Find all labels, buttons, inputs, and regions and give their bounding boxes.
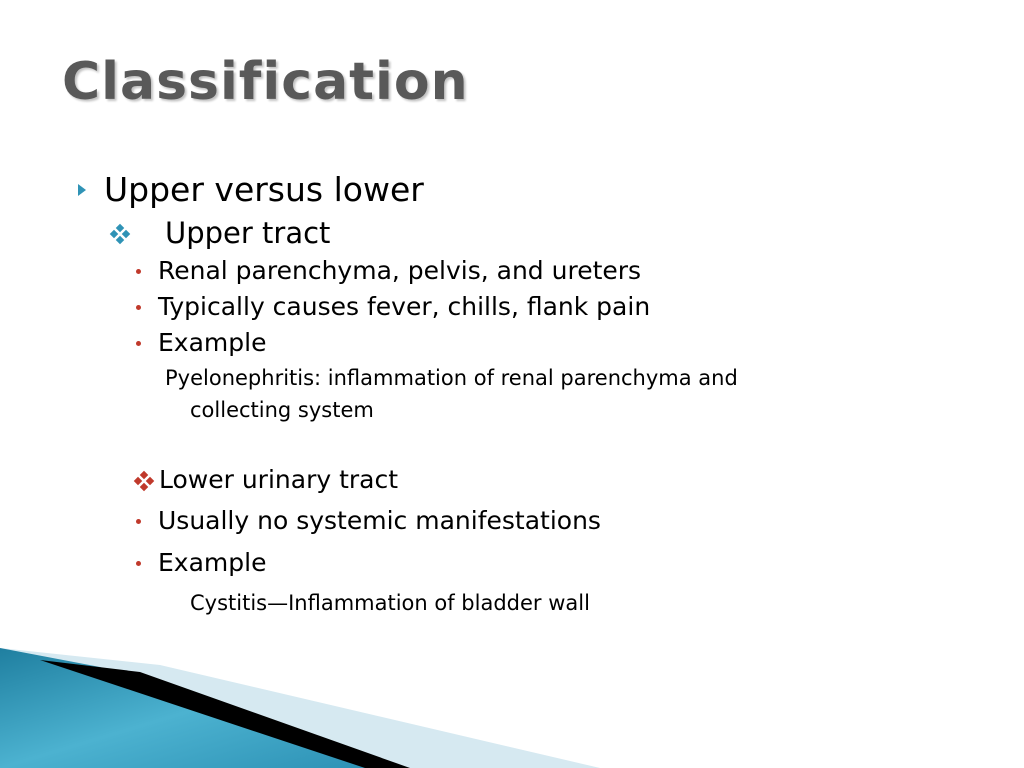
upper-bullet-2: Typically causes fever, chills, flank pain xyxy=(158,292,651,321)
upper-bullet-3: Example xyxy=(158,328,267,357)
lower-bullet-1: Usually no systemic manifestations xyxy=(158,506,601,535)
upper-example-line-2: collecting system xyxy=(190,398,374,422)
upper-bullet-1: Renal parenchyma, pelvis, and ureters xyxy=(158,256,642,285)
lower-bullet-2: Example xyxy=(158,548,267,577)
upper-example-line-1: Pyelonephritis: inflammation of renal parenchyma and xyxy=(165,366,738,390)
level1-heading: Upper versus lower xyxy=(104,170,424,209)
lower-tract-heading: Lower urinary tract xyxy=(159,465,399,494)
lower-example: Cystitis—Inflammation of bladder wall xyxy=(190,591,590,615)
slide-title: Classification xyxy=(62,52,469,112)
upper-tract-heading: Upper tract xyxy=(165,216,331,250)
